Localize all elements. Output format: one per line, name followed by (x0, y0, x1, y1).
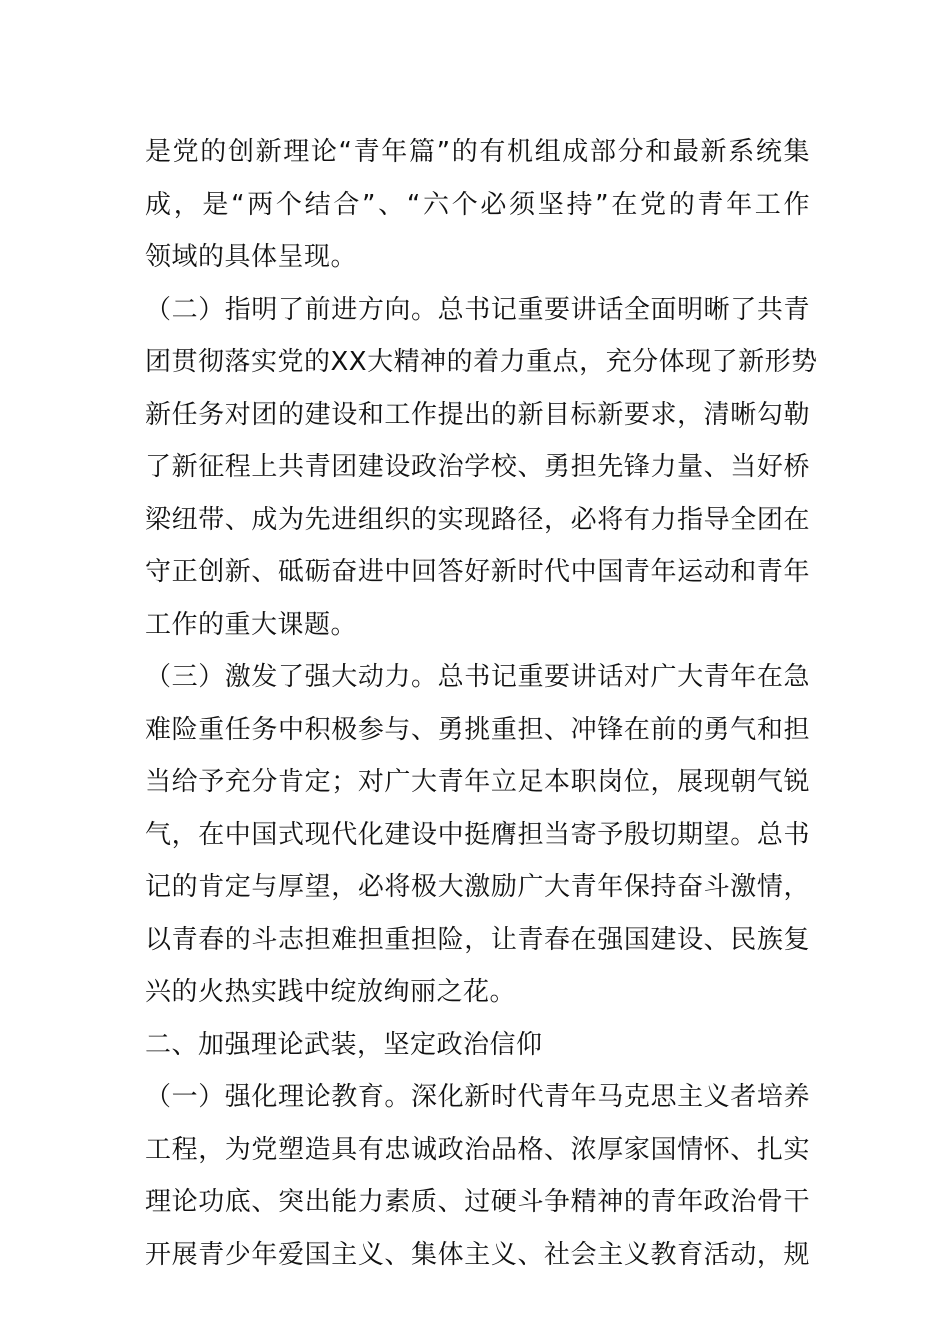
text-line: 领域的具体呈现。 (145, 242, 358, 272)
text-line: 当给予充分肯定；对广大青年立足本职岗位，展现朝气锐 (145, 767, 810, 797)
text-line: 理论功底、突出能力素质、过硬斗争精神的青年政治骨干 (145, 1187, 810, 1217)
text-line: 团贯彻落实党的XX大精神的着力重点，充分体现了新形势 (145, 347, 818, 377)
text-line: 工作的重大课题。 (145, 609, 358, 640)
text-line: 兴的火热实践中绽放绚丽之花。 (145, 977, 517, 1007)
text-line: （三）激发了强大动力。总书记重要讲话对广大青年在急 (145, 662, 810, 692)
text-line: 开展青少年爱国主义、集体主义、社会主义教育活动，规 (145, 1239, 810, 1270)
text-line: 工程，为党塑造具有忠诚政治品格、浓厚家国情怀、扎实 (145, 1134, 810, 1165)
text-line: 二、加强理论武装，坚定政治信仰 (145, 1029, 543, 1060)
text-line: 气，在中国式现代化建设中挺膺担当寄予殷切期望。总书 (145, 819, 810, 850)
text-line: 难险重任务中积极参与、勇挑重担、冲锋在前的勇气和担 (145, 714, 810, 745)
text-line: 成，是“两个结合”、“六个必须坚持”在党的青年工作 (145, 189, 810, 220)
text-line: （二）指明了前进方向。总书记重要讲话全面明晰了共青 (145, 294, 810, 325)
text-line: （一）强化理论教育。深化新时代青年马克思主义者培养 (145, 1082, 810, 1112)
text-line: 新任务对团的建设和工作提出的新目标新要求，清晰勾勒 (145, 399, 810, 430)
text-line: 以青春的斗志担难担重担险，让青春在强国建设、民族复 (145, 924, 810, 955)
text-line: 守正创新、砥砺奋进中回答好新时代中国青年运动和青年 (145, 557, 810, 587)
text-line: 了新征程上共青团建设政治学校、勇担先锋力量、当好桥 (145, 452, 810, 482)
text-line: 是党的创新理论“青年篇”的有机组成部分和最新系统集 (145, 137, 810, 167)
text-line: 记的肯定与厚望，必将极大激励广大青年保持奋斗激情， (145, 872, 810, 902)
text-line: 梁纽带、成为先进组织的实现路径，必将有力指导全团在 (145, 504, 810, 535)
body-text (145, 126, 818, 1281)
